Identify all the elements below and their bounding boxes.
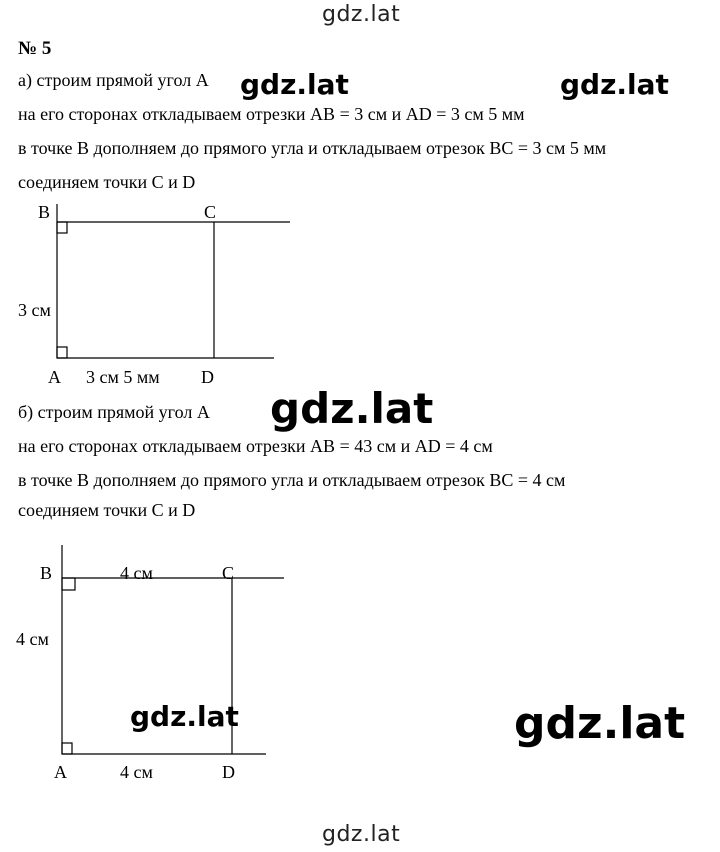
figure-b-label-c: C [222, 563, 235, 583]
figure-b-label-bc-length: 4 см [120, 563, 153, 583]
figure-b-label-ab-length: 4 см [16, 629, 49, 649]
figure-b-label-ad-length: 4 см [120, 762, 153, 782]
figure-b-right-angle-a [62, 743, 72, 754]
part-b-line-4: соединяем точки C и D [18, 500, 196, 520]
watermark-top: gdz.lat [322, 2, 401, 27]
part-b-line-2: на его сторонах откладываем отрезки AB = 43 см и AD = 4 см [18, 436, 493, 456]
watermark-3: gdz.lat [270, 384, 434, 433]
part-a-line-2: на его сторонах откладываем отрезки AB = 3 см и AD = 3 см 5 мм [18, 104, 525, 124]
figure-a-right-angle-b [57, 222, 67, 233]
figure-b-label-b: B [40, 563, 53, 583]
problem-number: № 5 [18, 38, 52, 59]
part-a-line-1: а) строим прямой угол A [18, 70, 209, 90]
figure-a-label-ab-length: 3 см [18, 300, 51, 320]
part-a-line-3: в точке B дополняем до прямого угла и откладываем отрезок BC = 3 см 5 мм [18, 138, 607, 158]
figure-b-right-angle-b [62, 578, 75, 590]
figure-b-label-d: D [222, 762, 235, 782]
figure-a-label-ad-length: 3 см 5 мм [86, 367, 160, 387]
figure-a-label-b: B [38, 202, 51, 222]
watermark-2: gdz.lat [560, 68, 669, 101]
part-a-line-4: соединяем точки C и D [18, 172, 196, 192]
figure-a-label-a: A [48, 367, 61, 387]
watermark-bottom: gdz.lat [322, 822, 401, 847]
figure-a-label-d: D [201, 367, 214, 387]
part-b-line-1: б) строим прямой угол A [18, 402, 210, 422]
watermark-1: gdz.lat [240, 68, 349, 101]
figure-a-right-angle-a [57, 347, 67, 358]
figure-b-label-a: A [54, 762, 67, 782]
watermark-4: gdz.lat [130, 700, 239, 733]
part-b-line-3: в точке B дополняем до прямого угла и откладываем отрезок BC = 4 см [18, 470, 566, 490]
watermark-5: gdz.lat [514, 698, 686, 749]
figure-a-label-c: C [204, 202, 217, 222]
